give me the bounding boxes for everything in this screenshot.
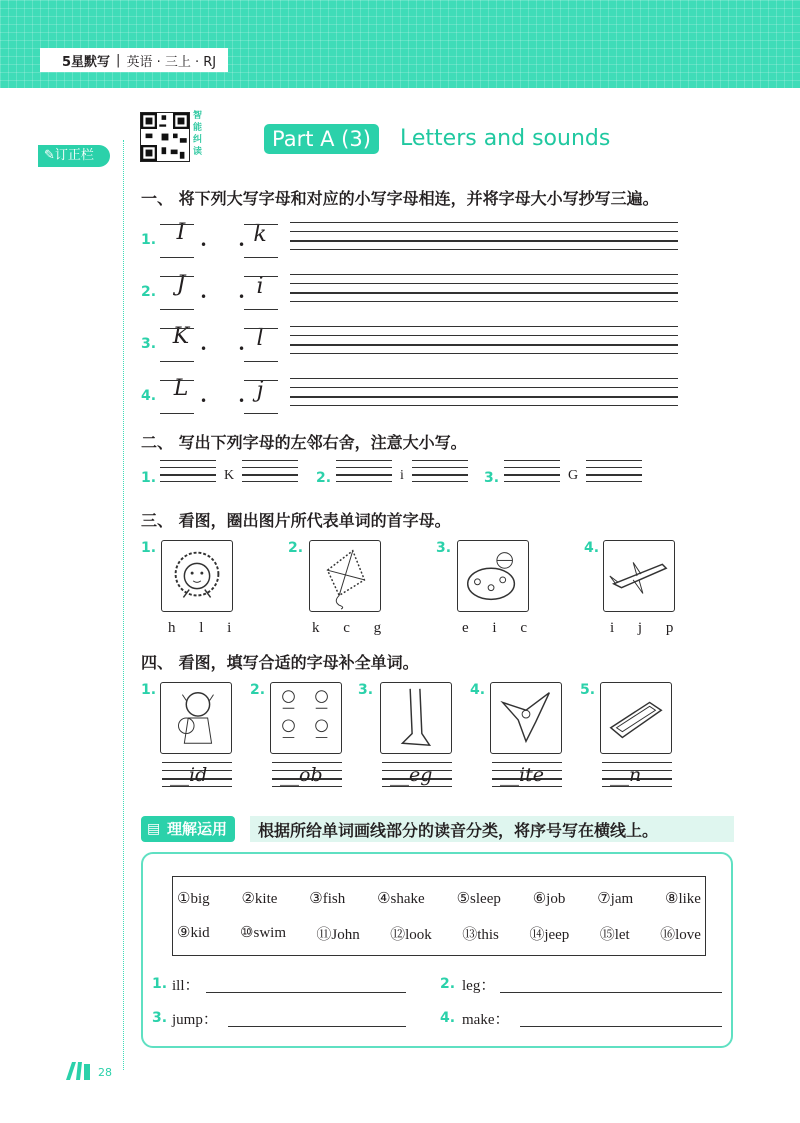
- blank-left[interactable]: [160, 460, 216, 490]
- copy-lines[interactable]: [290, 274, 678, 310]
- letter-options[interactable]: k c g: [312, 620, 392, 636]
- match-dot[interactable]: •: [238, 394, 246, 408]
- lowercase-letter: j: [256, 378, 264, 403]
- letter-grid: [160, 380, 194, 414]
- letter-grid: [160, 328, 194, 362]
- section2-heading: 二、 写出下列字母的左邻右舍，注意大小写。: [141, 433, 467, 452]
- kite-icon: [309, 540, 381, 612]
- word-item: ⑭jeep: [529, 927, 570, 943]
- given-letter: K: [223, 468, 235, 483]
- word-item: ⑪John: [316, 927, 360, 943]
- blank-right[interactable]: [242, 460, 298, 490]
- letter-grid: [244, 380, 278, 414]
- word-item: ①big: [177, 891, 210, 907]
- match-dot[interactable]: •: [238, 342, 246, 356]
- uppercase-letter: K: [172, 324, 190, 349]
- notebook-icon: ▤: [147, 821, 161, 837]
- answer-word: leg：: [462, 978, 496, 994]
- margin-divider: [123, 140, 124, 1070]
- item-number: 1.: [141, 470, 157, 486]
- footer-logo-icon: [64, 1060, 94, 1080]
- answer-number: 4.: [440, 1010, 456, 1026]
- item-number: 4.: [470, 682, 486, 698]
- word-item: ⑤sleep: [456, 891, 501, 907]
- answer-line[interactable]: [206, 992, 406, 993]
- egg-icon: [457, 540, 529, 612]
- word-blank[interactable]: __ite: [492, 762, 562, 796]
- section4-heading: 四、 看图，填写合适的字母补全单词。: [141, 653, 419, 672]
- section3-heading: 三、 看图，圈出图片所代表单词的首字母。: [141, 511, 451, 530]
- match-dot[interactable]: •: [200, 342, 208, 356]
- letter-grid: [244, 224, 278, 258]
- row-number: 3.: [141, 336, 157, 352]
- item-number: 1.: [141, 540, 157, 556]
- word-suffix: id: [189, 764, 208, 786]
- word-item: ⑦jam: [597, 891, 634, 907]
- uppercase-letter: J: [176, 272, 186, 297]
- apply-tag: [141, 816, 235, 842]
- blank-left[interactable]: [336, 460, 392, 490]
- row-number: 1.: [141, 232, 157, 248]
- word-item: ⑧like: [665, 891, 701, 907]
- lowercase-letter: i: [256, 274, 264, 299]
- copy-lines[interactable]: [290, 378, 678, 414]
- answer-number: 1.: [152, 976, 168, 992]
- copy-lines[interactable]: [290, 222, 678, 258]
- part-badge: Part A (3): [264, 124, 379, 154]
- brand-label: 5星默写: [62, 54, 111, 70]
- letter-grid: [244, 276, 278, 310]
- word-bank: [172, 876, 706, 956]
- answer-word: make：: [462, 1012, 510, 1028]
- qr-code-icon[interactable]: [140, 112, 190, 162]
- word-item: ④shake: [377, 891, 425, 907]
- lowercase-letter: k: [253, 222, 267, 247]
- section1-heading: 一、 将下列大写字母和对应的小写字母相连，并将字母大小写抄写三遍。: [141, 189, 659, 208]
- answer-line[interactable]: [520, 1026, 722, 1027]
- item-number: 3.: [484, 470, 500, 486]
- answer-word: jump：: [172, 1012, 218, 1028]
- word-item: ⑩swim: [240, 925, 286, 941]
- letter-options[interactable]: h l i: [168, 620, 242, 636]
- answer-number: 3.: [152, 1010, 168, 1026]
- letter-grid: [244, 328, 278, 362]
- word-item: ⑫look: [390, 927, 432, 943]
- book-tag: [40, 48, 228, 72]
- separator: |: [116, 52, 121, 68]
- match-dot[interactable]: •: [238, 290, 246, 304]
- blank-right[interactable]: [412, 460, 468, 490]
- item-number: 1.: [141, 682, 157, 698]
- word-row: [177, 923, 701, 944]
- copy-lines[interactable]: [290, 326, 678, 362]
- word-suffix: ite: [519, 764, 544, 786]
- letter-options[interactable]: e i c: [462, 620, 537, 636]
- word-row: [177, 889, 701, 908]
- word-blank[interactable]: __eg: [382, 762, 452, 796]
- blank-left[interactable]: [504, 460, 560, 490]
- answer-line[interactable]: [228, 1026, 406, 1027]
- match-dot[interactable]: •: [200, 394, 208, 408]
- page-title: Letters and sounds: [400, 126, 611, 151]
- given-letter: i: [400, 468, 404, 483]
- page-number: 28: [98, 1066, 112, 1079]
- answer-line[interactable]: [500, 992, 722, 993]
- jet-icon: [603, 540, 675, 612]
- word-blank[interactable]: __ob: [272, 762, 342, 796]
- item-number: 4.: [584, 540, 600, 556]
- item-number: 5.: [580, 682, 596, 698]
- apply-instruction: 根据所给单词画线部分的读音分类，将序号写在横线上。: [258, 821, 659, 840]
- word-suffix: n: [629, 764, 642, 786]
- word-blank[interactable]: __n: [602, 762, 672, 796]
- row-number: 2.: [141, 284, 157, 300]
- pencil-box-icon: [600, 682, 672, 754]
- match-dot[interactable]: •: [200, 290, 208, 304]
- uppercase-letter: L: [173, 376, 189, 401]
- word-item: ⑥job: [532, 891, 566, 907]
- girl-with-cat-icon: [160, 682, 232, 754]
- given-letter: G: [567, 468, 579, 483]
- letter-grid: [160, 224, 194, 258]
- word-suffix: eg: [409, 764, 433, 786]
- word-item: ③fish: [309, 891, 346, 907]
- qr-side-text: 智 能 纠 读: [193, 111, 203, 157]
- item-number: 2.: [288, 540, 304, 556]
- item-number: 2.: [250, 682, 266, 698]
- match-dot[interactable]: •: [200, 238, 208, 252]
- letter-grid: [160, 276, 194, 310]
- item-number: 3.: [436, 540, 452, 556]
- uppercase-letter: I: [176, 220, 186, 245]
- header-band: [0, 0, 800, 88]
- item-number: 3.: [358, 682, 374, 698]
- word-item: ⑯love: [660, 927, 701, 943]
- lowercase-letter: l: [256, 326, 264, 351]
- kite-bird-icon: [490, 682, 562, 754]
- word-blank[interactable]: __id: [162, 762, 232, 796]
- lion-icon: [161, 540, 233, 612]
- word-item: ⑮let: [599, 927, 630, 943]
- word-suffix: ob: [299, 764, 323, 786]
- match-dot[interactable]: •: [238, 238, 246, 252]
- row-number: 4.: [141, 388, 157, 404]
- word-item: ⑨kid: [177, 925, 210, 941]
- subject-label: 英语 · 三上 · RJ: [126, 54, 217, 70]
- word-item: ⑬this: [462, 927, 499, 943]
- item-number: 2.: [316, 470, 332, 486]
- children-icon: [270, 682, 342, 754]
- leg-icon: [380, 682, 452, 754]
- word-item: ②kite: [241, 891, 278, 907]
- answer-word: ill：: [172, 978, 200, 994]
- correction-column-tag: ✎订正栏: [38, 145, 110, 167]
- answer-number: 2.: [440, 976, 456, 992]
- letter-options[interactable]: i j p: [610, 620, 684, 636]
- apply-tag-label: 理解运用: [167, 820, 228, 838]
- blank-right[interactable]: [586, 460, 642, 490]
